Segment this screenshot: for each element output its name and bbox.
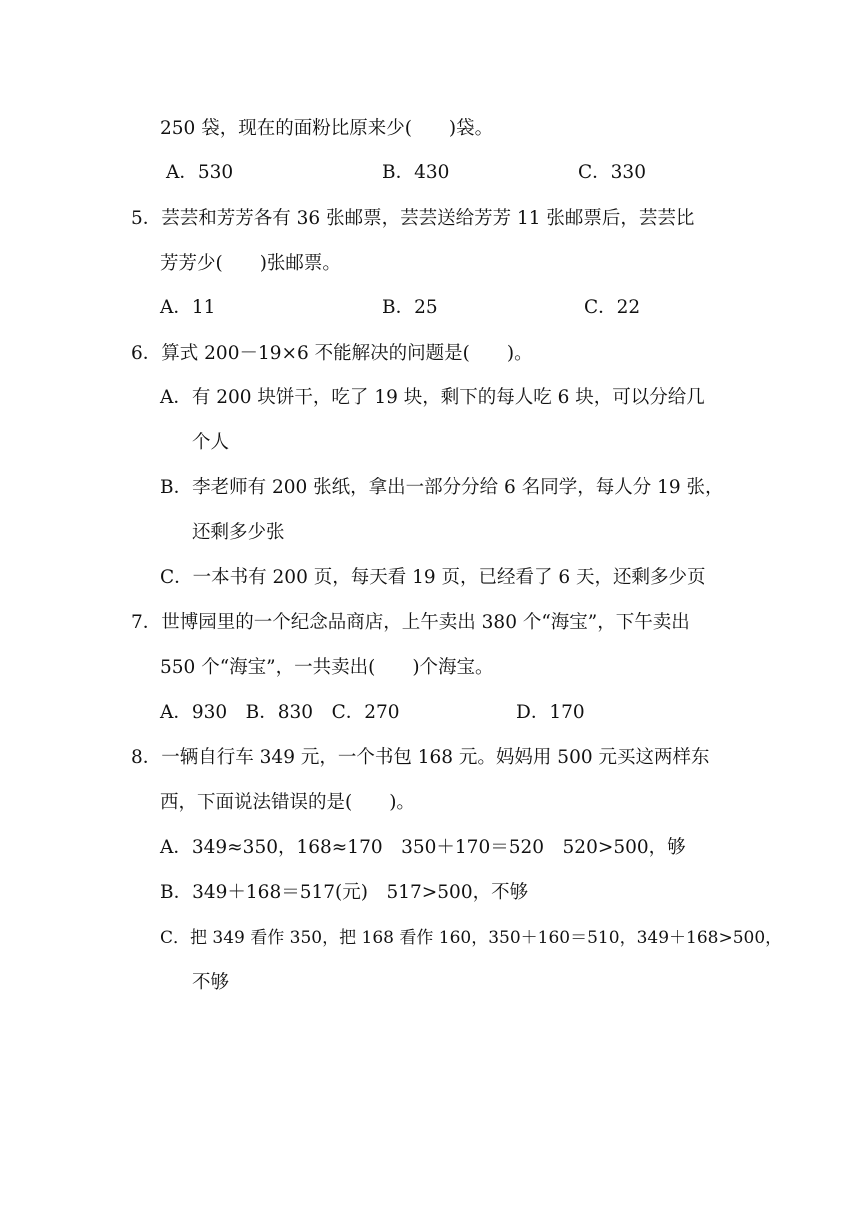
question-5-option-a: A．11 bbox=[160, 297, 216, 318]
question-6-option-b-line-2: 还剩多少张 bbox=[192, 522, 285, 543]
question-5-option-b: B．25 bbox=[382, 297, 438, 318]
question-8-line-2: 西，下面说法错误的是( )。 bbox=[160, 792, 415, 813]
question-8-option-c-line-1: C．把 349 看作 350，把 168 看作 160，350＋160＝510，349＋168>500， bbox=[160, 928, 783, 948]
question-8-option-b: B．349＋168＝517(元) 517>500，不够 bbox=[160, 882, 529, 903]
question-5-line-2: 芳芳少( )张邮票。 bbox=[160, 253, 341, 274]
question-4-option-b: B．430 bbox=[382, 162, 450, 183]
question-4-continuation: 250 袋，现在的面粉比原来少( )袋。 bbox=[160, 118, 494, 139]
question-8-option-a: A．349≈350，168≈170 350＋170＝520 520>500，够 bbox=[160, 837, 686, 858]
question-5-option-c: C．22 bbox=[584, 297, 641, 318]
question-6-option-a-line-2: 个人 bbox=[192, 432, 230, 453]
question-6-option-c: C．一本书有 200 页，每天看 19 页，已经看了 6 天，还剩多少页 bbox=[160, 567, 706, 588]
question-6-option-b-line-1: B．李老师有 200 张纸，拿出一部分分给 6 名同学，每人分 19 张， bbox=[160, 477, 724, 498]
question-7-line-2: 550 个“海宝”，一共卖出( )个海宝。 bbox=[160, 657, 494, 678]
question-6-line-1: 6．算式 200－19×6 不能解决的问题是( )。 bbox=[131, 343, 533, 364]
question-8-line-1: 8．一辆自行车 349 元，一个书包 168 元。妈妈用 500 元买这两样东 bbox=[131, 747, 710, 768]
question-5-line-1: 5．芸芸和芳芳各有 36 张邮票，芸芸送给芳芳 11 张邮票后，芸芸比 bbox=[131, 208, 695, 229]
question-6-option-a-line-1: A．有 200 块饼干，吃了 19 块，剩下的每人吃 6 块，可以分给几 bbox=[160, 387, 705, 408]
question-8-option-c-line-2: 不够 bbox=[192, 972, 230, 993]
question-4-option-c: C．330 bbox=[578, 162, 646, 183]
question-7-option-d: D．170 bbox=[516, 702, 585, 723]
question-7-line-1: 7．世博园里的一个纪念品商店，上午卖出 380 个“海宝”，下午卖出 bbox=[131, 612, 690, 633]
question-4-option-a: A．530 bbox=[166, 162, 234, 183]
question-7-options-abc: A．930 B．830 C．270 bbox=[160, 702, 400, 723]
